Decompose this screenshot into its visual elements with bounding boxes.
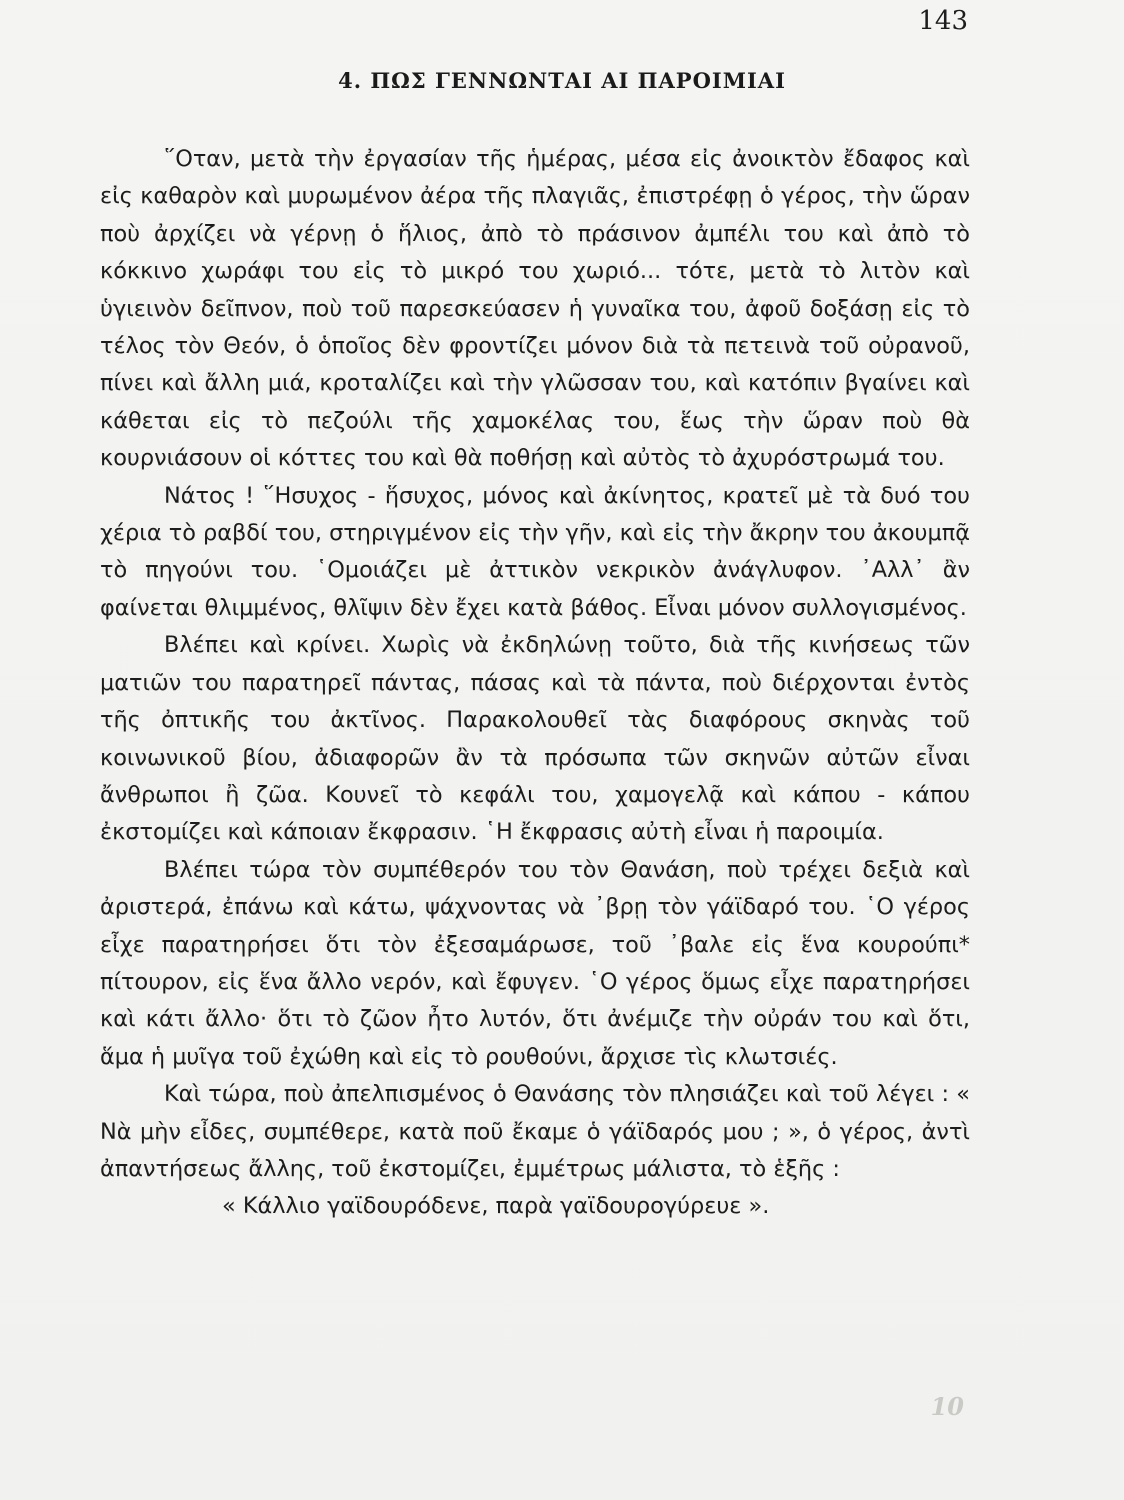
chapter-title: 4. ΠΩΣ ΓΕΝΝΩΝΤΑΙ ΑΙ ΠΑΡΟΙΜΙΑΙ <box>338 68 786 93</box>
paragraph-lost-donkey: Βλέπει τώρα τὸν συμπέθερόν του τὸν Θανάση, ποὺ τρέχει δεξιὰ καὶ ἀριστερά, ἐπάνω καὶ κάτω, ψάχνοντας νὰ ᾿βρῃ τὸν γάϊδαρό του. ῾Ο γέρος εἶχε παρατηρήσει ὅτι τὸν ἐξεσαμάρωσε, τοῦ ᾿βαλε εἰς ἕνα κουρούπι* πίτουρον, εἰς ἕνα ἄλλο νερόν, καὶ ἔφυγεν. ῾Ο γέρος ὅμως εἶχε παρατηρήσει καὶ κάτι ἄλλο· ὅτι τὸ ζῶον ἦτο λυτόν, ὅτι ἀνέμιζε τὴν οὐράν του καὶ ὅτι, ἅμα ἡ μυῖγα τοῦ ἐχώθη καὶ εἰς τὸ ρουθούνι, ἄρχισε τὶς κλωτσιές. <box>100 856 970 1070</box>
paragraph-evening-return: ῞Οταν, μετὰ τὴν ἐργασίαν τῆς ἡμέρας, μέσα εἰς ἀνοικτὸν ἔδαφος καὶ εἰς καθαρὸν καὶ μυρωμένον ἀέρα τῆς πλαγιᾶς, ἐπιστρέφῃ ὁ γέρος, τὴν ὥραν ποὺ ἀρχίζει νὰ γέρνῃ ὁ ἥλιος, ἀπὸ τὸ πράσινον ἀμπέλι του καὶ ἀπὸ τὸ κόκκινο χωράφι του εἰς τὸ μικρό του χωριό... τότε, μετὰ τὸ λιτὸν καὶ ὑγιεινὸν δεῖπνον, ποὺ τοῦ παρεσκεύασεν ἡ γυναῖκα του, ἀφοῦ δοξάσῃ εἰς τὸ τέλος τὸν Θεόν, ὁ ὁποῖος δὲν φροντίζει μόνον διὰ τὰ πετεινὰ τοῦ οὐρανοῦ, πίνει καὶ ἄλλη μιά, κροταλίζει καὶ τὴν γλῶσσαν του, καὶ κατόπιν βγαίνει καὶ κάθεται εἰς τὸ πεζούλι τῆς χαμοκέλας του, ἕως τὴν ὥραν ποὺ θὰ κουρνιάσουν οἱ κόττες του καὶ θὰ ποθήσῃ καὶ αὐτὸς τὸ ἀχυρόστρωμά του. <box>100 146 970 472</box>
faint-page-mark: 10 <box>930 1392 964 1421</box>
paragraph-observes: Βλέπει καὶ κρίνει. Χωρὶς νὰ ἐκδηλώνῃ τοῦτο, διὰ τῆς κινήσεως τῶν ματιῶν του παρατηρεῖ πάντας, πάσας καὶ τὰ πάντα, ποὺ διέρχονται ἐντὸς τῆς ὀπτικῆς του ἀκτῖνος. Παρακολουθεῖ τὰς διαφόρους σκηνὰς τοῦ κοινωνικοῦ βίου, ἀδιαφορῶν ἂν τὰ πρόσωπα τῶν σκηνῶν αὐτῶν εἶναι ἄνθρωποι ἢ ζῶα. Κουνεῖ τὸ κεφάλι του, χαμογελᾷ καὶ κάπου - κάπου ἐκστομίζει καὶ κάποιαν ἔκφρασιν. ῾Η ἔκφρασις αὐτὴ εἶναι ἡ παροιμία. <box>100 632 970 846</box>
body-text <box>100 141 970 1226</box>
paragraph-old-man-still: Νάτος ! ῞Ησυχος - ἥσυχος, μόνος καὶ ἀκίνητος, κρατεῖ μὲ τὰ δυό του χέρια τὸ ραβδί του, στηριγμένον εἰς τὴν γῆν, καὶ εἰς τὴν ἄκρην του ἀκουμπᾷ τὸ πηγούνι του. ῾Ομοιάζει μὲ ἀττικὸν νεκρικὸν ἀνάγλυφον. ᾿Αλλ᾿ ἂν φαίνεται θλιμμένος, θλῖψιν δὲν ἔχει κατὰ βάθος. Εἶναι μόνον συλλογισμένος. <box>100 482 970 621</box>
page-number: 143 <box>918 6 968 36</box>
proverb-quote: « Κάλλιο γαϊδουρόδενε, παρὰ γαϊδουρογύρευε ». <box>222 1193 770 1220</box>
paragraph-answer: Καὶ τώρα, ποὺ ἀπελπισμένος ὁ Θανάσης τὸν πλησιάζει καὶ τοῦ λέγει : « Νὰ μὴν εἶδες, συμπέθερε, κατὰ ποῦ ἔκαμε ὁ γάϊδαρός μου ; », ὁ γέρος, ἀντὶ ἀπαντήσεως ἄλλης, τοῦ ἐκστομίζει, ἐμμέτρως μάλιστα, τὸ ἑξῆς : <box>100 1081 970 1182</box>
